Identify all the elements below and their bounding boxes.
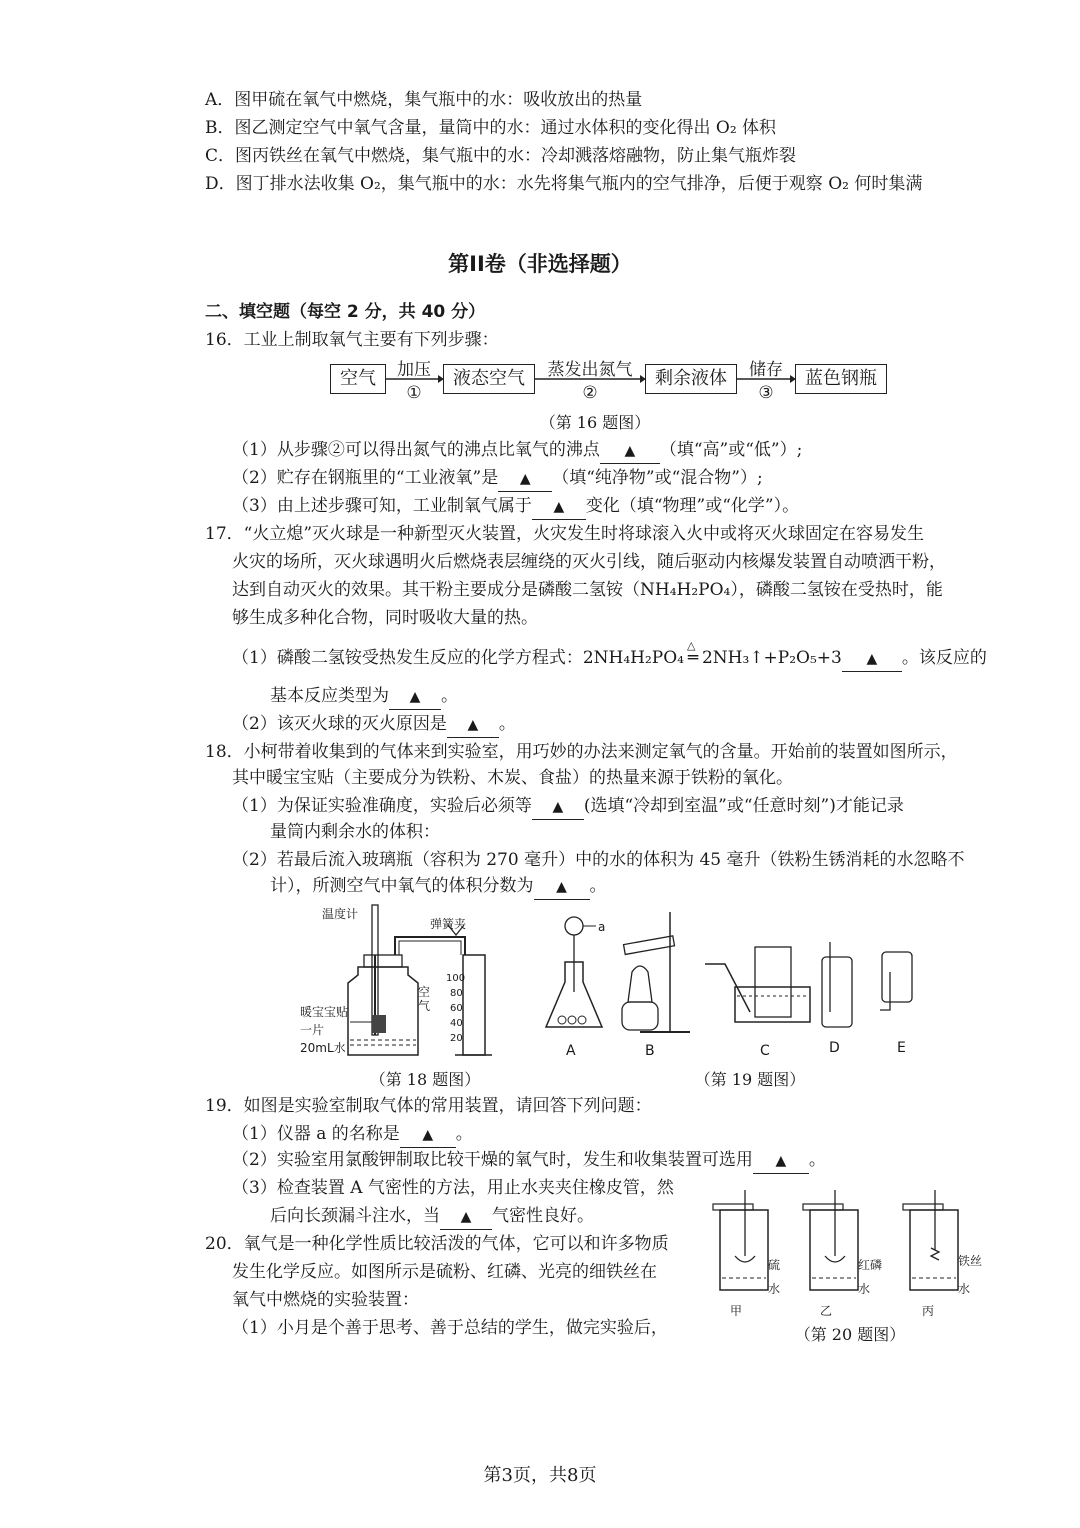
arrow3-top-label: 储存 bbox=[749, 360, 783, 380]
flow-box-air: 空气 bbox=[330, 364, 386, 394]
arrow1-top-label: 加压 bbox=[397, 360, 431, 380]
arrow1-step-number: ① bbox=[406, 383, 422, 403]
fig18-thermometer-label: 温度计 bbox=[322, 907, 359, 921]
answer-blank[interactable]: ▲ bbox=[460, 1209, 472, 1225]
fig19-letter-e: E bbox=[897, 1040, 906, 1056]
q18-sub2-continued: 计），所测空气中氧气的体积分数为 ▲ 。 bbox=[270, 874, 607, 900]
fig18-patch-label-2: 一片 bbox=[300, 1023, 325, 1037]
answer-blank[interactable]: ▲ bbox=[519, 471, 531, 487]
page-footer: 第3页，共8页 bbox=[483, 1465, 597, 1486]
fig20-jar1-water: 水 bbox=[768, 1282, 781, 1296]
answer-blank[interactable]: ▲ bbox=[409, 689, 421, 705]
fig18-caption: （第 18 题图） bbox=[369, 1070, 481, 1089]
fig18-patch-label-1: 暖宝宝贴 bbox=[300, 1005, 349, 1019]
flow-box-remaining-liquid: 剩余液体 bbox=[645, 364, 737, 394]
fig19-letter-d: D bbox=[829, 1040, 840, 1056]
fig20-jar3-name: 丙 bbox=[922, 1304, 935, 1318]
q15-option-b: B．图乙测定空气中氧气含量，量筒中的水：通过水体积的变化得出 O₂ 体积 bbox=[205, 118, 777, 138]
q17-line4: 够生成多种化合物，同时吸收大量的热。 bbox=[232, 608, 538, 628]
fig18-air-label: 空气 bbox=[418, 985, 431, 1013]
q16-caption: （第 16 题图） bbox=[539, 413, 651, 432]
q20-line2: 发生化学反应。如图所示是硫粉、红磷、光亮的细铁丝在 bbox=[232, 1262, 657, 1282]
q16-sub3: （3）由上述步骤可知，工业制氧气属于 ▲ 变化（填“物理”或“化学”）。 bbox=[232, 494, 799, 520]
q20-sub1: （1）小月是个善于思考、善于总结的学生，做完实验后， bbox=[232, 1318, 668, 1338]
fig19-letter-a: A bbox=[566, 1043, 576, 1059]
answer-blank[interactable]: ▲ bbox=[422, 1127, 434, 1143]
flow-box-blue-cylinder: 蓝色钢瓶 bbox=[795, 364, 887, 394]
q19-sub3-continued: 后向长颈漏斗注水，当 ▲ 气密性良好。 bbox=[270, 1204, 594, 1230]
flow-box-liquid-air: 液态空气 bbox=[443, 364, 535, 394]
fig18-scale-40: 40 bbox=[450, 1018, 463, 1029]
fig19-apparatus bbox=[540, 912, 920, 1042]
fig20-jar2-name: 乙 bbox=[820, 1304, 833, 1318]
fig18-scale-80: 80 bbox=[450, 988, 463, 999]
fig19-caption: （第 19 题图） bbox=[694, 1070, 806, 1089]
q15-option-d: D．图丁排水法收集 O₂，集气瓶中的水：水先将集气瓶内的空气排净，后便于观察 O₂ 何时集满 bbox=[205, 174, 923, 194]
fig20-jar2-substance: 红磷 bbox=[858, 1258, 883, 1272]
q17-line3: 达到自动灭火的效果。其干粉主要成分是磷酸二氢铵（NH₄H₂PO₄），磷酸二氢铵在受热时，能 bbox=[232, 580, 943, 600]
q15-option-a: A．图甲硫在氧气中燃烧，集气瓶中的水：吸收放出的热量 bbox=[205, 90, 643, 110]
fig18-scale-60: 60 bbox=[450, 1003, 463, 1014]
answer-blank[interactable]: ▲ bbox=[624, 443, 636, 459]
q18-line1: 18．小柯带着收集到的气体来到实验室，用巧妙的办法来测定氧气的含量。开始前的装置如图所示， bbox=[205, 742, 958, 762]
q16-sub2: （2）贮存在钢瓶里的“工业液氧”是 ▲ （填“纯净物”或“混合物”）; bbox=[232, 466, 763, 492]
q18-sub1-continued: 量筒内剩余水的体积： bbox=[270, 822, 440, 842]
fig20-jar2-water: 水 bbox=[858, 1282, 871, 1296]
answer-blank[interactable]: ▲ bbox=[553, 499, 565, 515]
heat-condition-symbol: △ bbox=[686, 639, 696, 652]
fig20-apparatus bbox=[705, 1190, 985, 1300]
answer-blank[interactable]: ▲ bbox=[552, 799, 564, 815]
fig18-scale-100: 100 bbox=[446, 973, 466, 984]
arrow3-step-number: ③ bbox=[758, 383, 774, 403]
q17-sub2: （2）该灭火球的灭火原因是 ▲ 。 bbox=[232, 712, 516, 738]
answer-blank[interactable]: ▲ bbox=[556, 879, 567, 895]
q15-option-c: C．图丙铁丝在氧气中燃烧，集气瓶中的水：冷却溅落熔融物，防止集气瓶炸裂 bbox=[205, 146, 797, 166]
answer-blank[interactable]: ▲ bbox=[467, 717, 479, 733]
fig20-jar1-name: 甲 bbox=[730, 1304, 743, 1318]
answer-blank[interactable]: ▲ bbox=[775, 1153, 787, 1169]
fig18-scale-20: 20 bbox=[450, 1033, 463, 1044]
fig20-jar1-substance: 硫 bbox=[768, 1258, 781, 1272]
fig20-caption: （第 20 题图） bbox=[794, 1325, 906, 1344]
q17-line1: 17．“火立熄”灭火球是一种新型灭火装置，火灾发生时将球滚入火中或将灭火球固定在容易发生 bbox=[205, 524, 925, 544]
fig19-instrument-a-label: a bbox=[598, 920, 606, 934]
fig19-letter-c: C bbox=[760, 1043, 770, 1059]
section-title: 第II卷（非选择题） bbox=[448, 252, 632, 276]
q18-sub1: （1）为保证实验准确度，实验后必须等 ▲ (选填“冷却到室温”或“任意时刻”)才能记录 bbox=[232, 794, 904, 820]
arrow2-step-number: ② bbox=[582, 383, 598, 403]
fig18-water-label: 20mL水 bbox=[300, 1041, 346, 1055]
part2-header: 二、填空题（每空 2 分，共 40 分） bbox=[205, 302, 486, 322]
q17-sub1: （1）磷酸二氢铵受热发生反应的化学方程式：2NH₄H₂PO₄ △ ═ 2NH₃↑+P₂O₅+3 ▲ 。该反应的 bbox=[232, 646, 987, 672]
q19-sub1: （1）仪器 a 的名称是 ▲ 。 bbox=[232, 1122, 473, 1148]
q19-sub3: （3）检查装置 A 气密性的方法，用止水夹夹住橡皮管，然 bbox=[232, 1178, 674, 1198]
fig20-jar3-water: 水 bbox=[958, 1282, 971, 1296]
q20-line1: 20．氧气是一种化学性质比较活泼的气体，它可以和许多物质 bbox=[205, 1234, 669, 1254]
fig18-clamp-label: 弹簧夹 bbox=[430, 917, 467, 931]
q16-stem: 16．工业上制取氧气主要有下列步骤： bbox=[205, 330, 499, 350]
q18-sub2: （2）若最后流入玻璃瓶（容积为 270 毫升）中的水的体积为 45 毫升（铁粉生锈消耗的水忽略不 bbox=[232, 850, 965, 870]
q17-sub1-reaction-type: 基本反应类型为 ▲ 。 bbox=[270, 684, 458, 710]
q16-sub1: （1）从步骤②可以得出氮气的沸点比氧气的沸点 ▲ （填“高”或“低”）; bbox=[232, 438, 802, 464]
q19-sub2: （2）实验室用氯酸钾制取比较干燥的氧气时，发生和收集装置可选用 ▲ 。 bbox=[232, 1148, 826, 1174]
q19-stem: 19．如图是实验室制取气体的常用装置，请回答下列问题： bbox=[205, 1096, 652, 1116]
q17-line2: 火灾的场所，灭火球遇明火后燃烧表层缠绕的灭火引线，随后驱动内核爆发装置自动喷洒干粉， bbox=[232, 552, 946, 572]
fig20-jar3-substance: 铁丝 bbox=[958, 1254, 983, 1268]
fig19-letter-b: B bbox=[645, 1043, 655, 1059]
q20-line3: 氧气中燃烧的实验装置： bbox=[232, 1290, 419, 1310]
arrow2-top-label: 蒸发出氮气 bbox=[547, 360, 633, 380]
answer-blank[interactable]: ▲ bbox=[866, 651, 878, 667]
q18-line2: 其中暖宝宝贴（主要成分为铁粉、木炭、食盐）的热量来源于铁粉的氧化。 bbox=[232, 768, 793, 788]
